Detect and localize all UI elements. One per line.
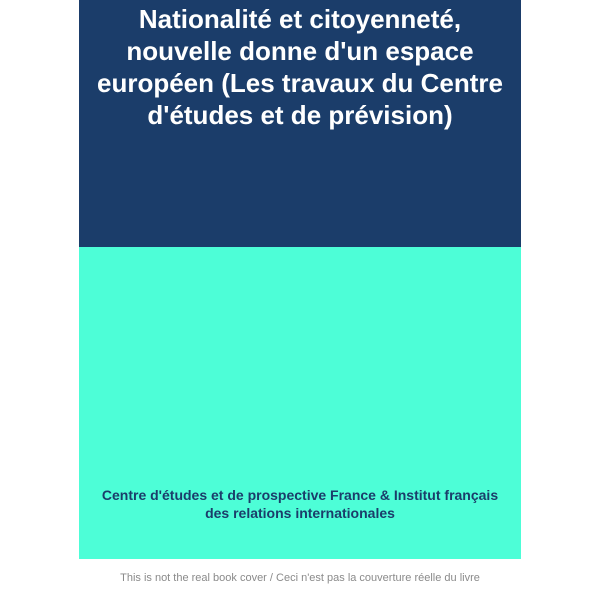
cover-disclaimer: This is not the real book cover / Ceci n'est pas la couverture réelle du livre bbox=[120, 572, 480, 584]
title-band bbox=[79, 0, 521, 247]
book-author: Centre d'études et de prospective France & Institut français des relations internationales bbox=[101, 487, 499, 521]
book-cover bbox=[79, 0, 521, 559]
book-title: Nationalité et citoyenneté, nouvelle donne d'un espace européen (Les travaux du Centre d'études et de prévision) bbox=[97, 4, 503, 130]
